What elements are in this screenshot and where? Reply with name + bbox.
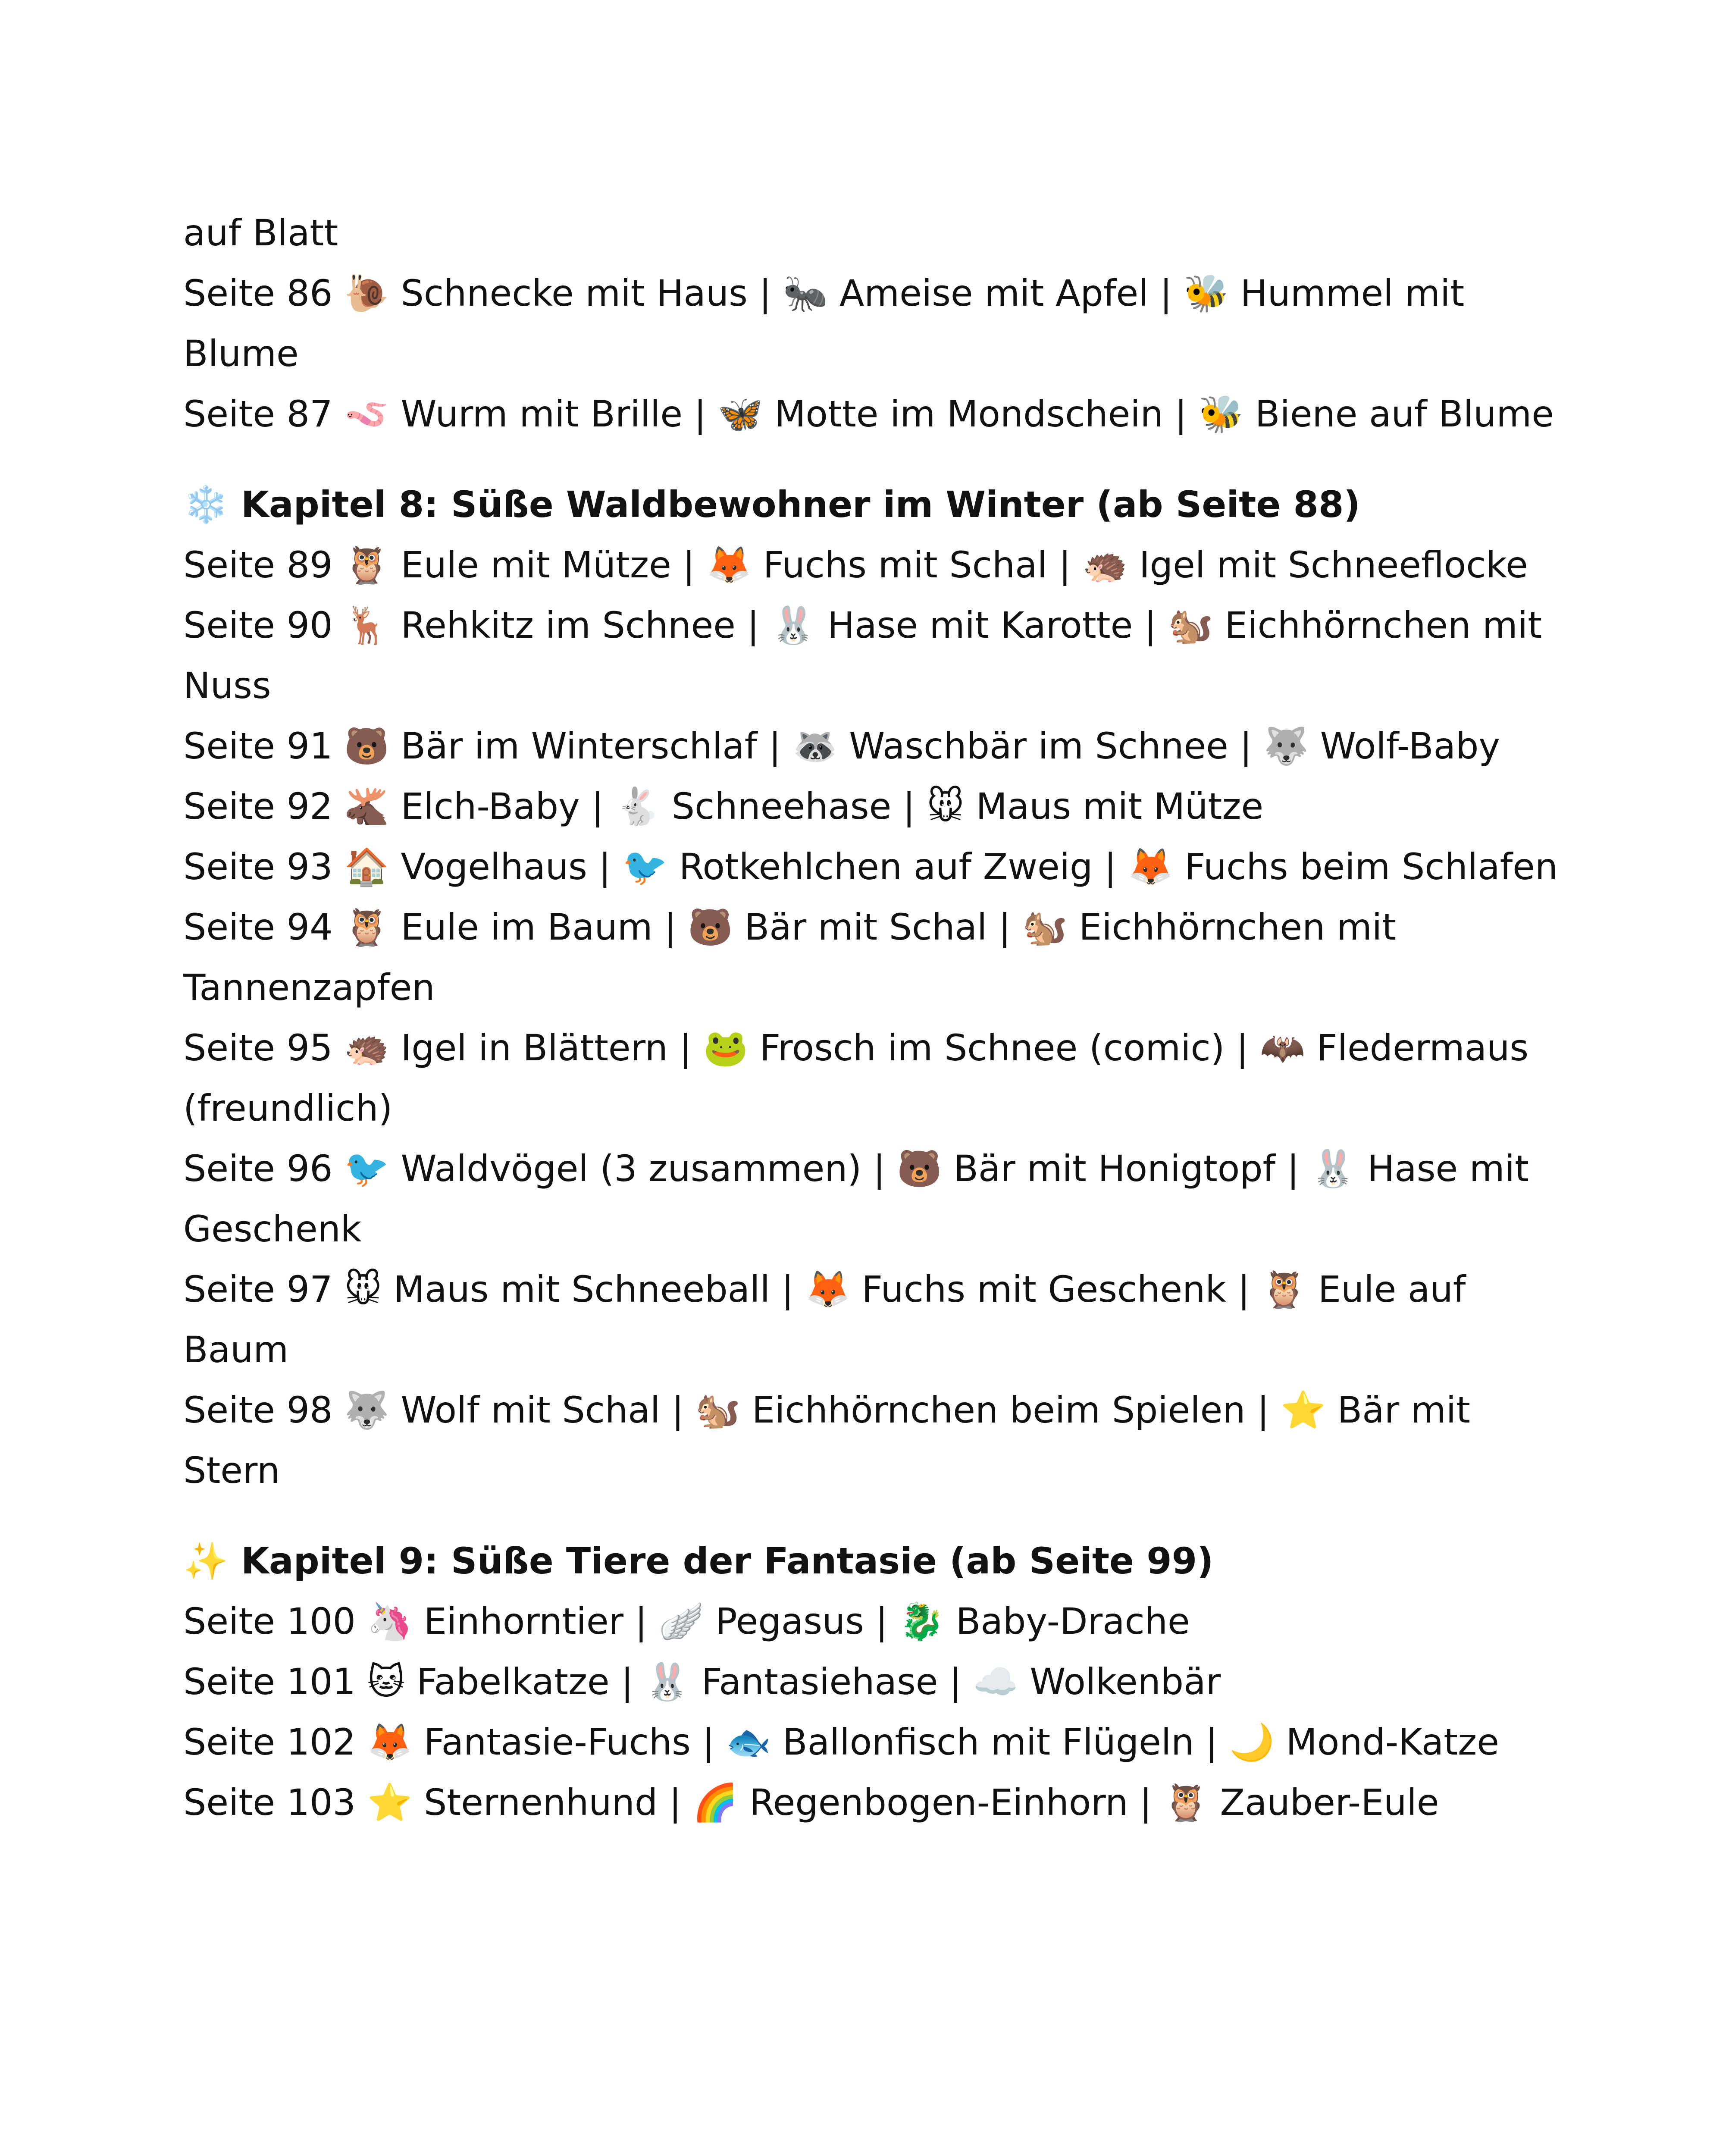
text-line: Seite 94 🦉 Eule im Baum | 🐻 Bär mit Schal | 🐿️ Eichhörnchen mit Tannenzapfen <box>183 906 1397 1009</box>
text-line: Seite 95 🦔 Igel in Blättern | 🐸 Frosch im Schnee (comic) | 🦇 Fledermaus (freundlich) <box>183 1027 1529 1129</box>
text-line: Seite 92 🫎 Elch-Baby | 🐇 Schneehase | 🐭 Maus mit Mütze <box>183 785 1264 827</box>
document-page <box>183 203 1563 1833</box>
text-line: Seite 101 🐱 Fabelkatze | 🐰 Fantasiehase | ☁️ Wolkenbär <box>183 1661 1221 1703</box>
text-line: Seite 86 🐌 Schnecke mit Haus | 🐜 Ameise mit Apfel | 🐝 Hummel mit Blume <box>183 272 1465 375</box>
text-line: Seite 100 🦄 Einhorntier | 🪽 Pegasus | 🐉 Baby-Drache <box>183 1600 1190 1642</box>
chapter-9-heading: ✨ Kapitel 9: Süße Tiere der Fantasie (ab Seite 99) <box>183 1540 1214 1582</box>
text-line: Seite 102 🦊 Fantasie-Fuchs | 🐟 Ballonfisch mit Flügeln | 🌙 Mond-Katze <box>183 1721 1499 1763</box>
text-line: Seite 91 🐻 Bär im Winterschlaf | 🦝 Waschbär im Schnee | 🐺 Wolf-Baby <box>183 725 1500 767</box>
text-line: Seite 98 🐺 Wolf mit Schal | 🐿️ Eichhörnchen beim Spielen | ⭐ Bär mit Stern <box>183 1389 1471 1492</box>
text-line: Seite 103 ⭐ Sternenhund | 🌈 Regenbogen-Einhorn | 🦉 Zauber-Eule <box>183 1781 1439 1824</box>
text-line: Seite 89 🦉 Eule mit Mütze | 🦊 Fuchs mit Schal | 🦔 Igel mit Schneeflocke <box>183 544 1528 586</box>
text-line: Seite 93 🏠 Vogelhaus | 🐦 Rotkehlchen auf Zweig | 🦊 Fuchs beim Schlafen <box>183 846 1558 888</box>
text-line: Seite 87 🪱 Wurm mit Brille | 🦋 Motte im Mondschein | 🐝 Biene auf Blume <box>183 393 1554 435</box>
text-line: auf Blatt <box>183 212 338 254</box>
text-line: Seite 97 🐭 Maus mit Schneeball | 🦊 Fuchs mit Geschenk | 🦉 Eule auf Baum <box>183 1268 1466 1371</box>
text-line: Seite 96 🐦 Waldvögel (3 zusammen) | 🐻 Bär mit Honigtopf | 🐰 Hase mit Geschenk <box>183 1147 1529 1250</box>
text-line: Seite 90 🦌 Rehkitz im Schnee | 🐰 Hase mit Karotte | 🐿️ Eichhörnchen mit Nuss <box>183 604 1542 707</box>
chapter-8-heading: ❄️ Kapitel 8: Süße Waldbewohner im Winter (ab Seite 88) <box>183 483 1360 526</box>
